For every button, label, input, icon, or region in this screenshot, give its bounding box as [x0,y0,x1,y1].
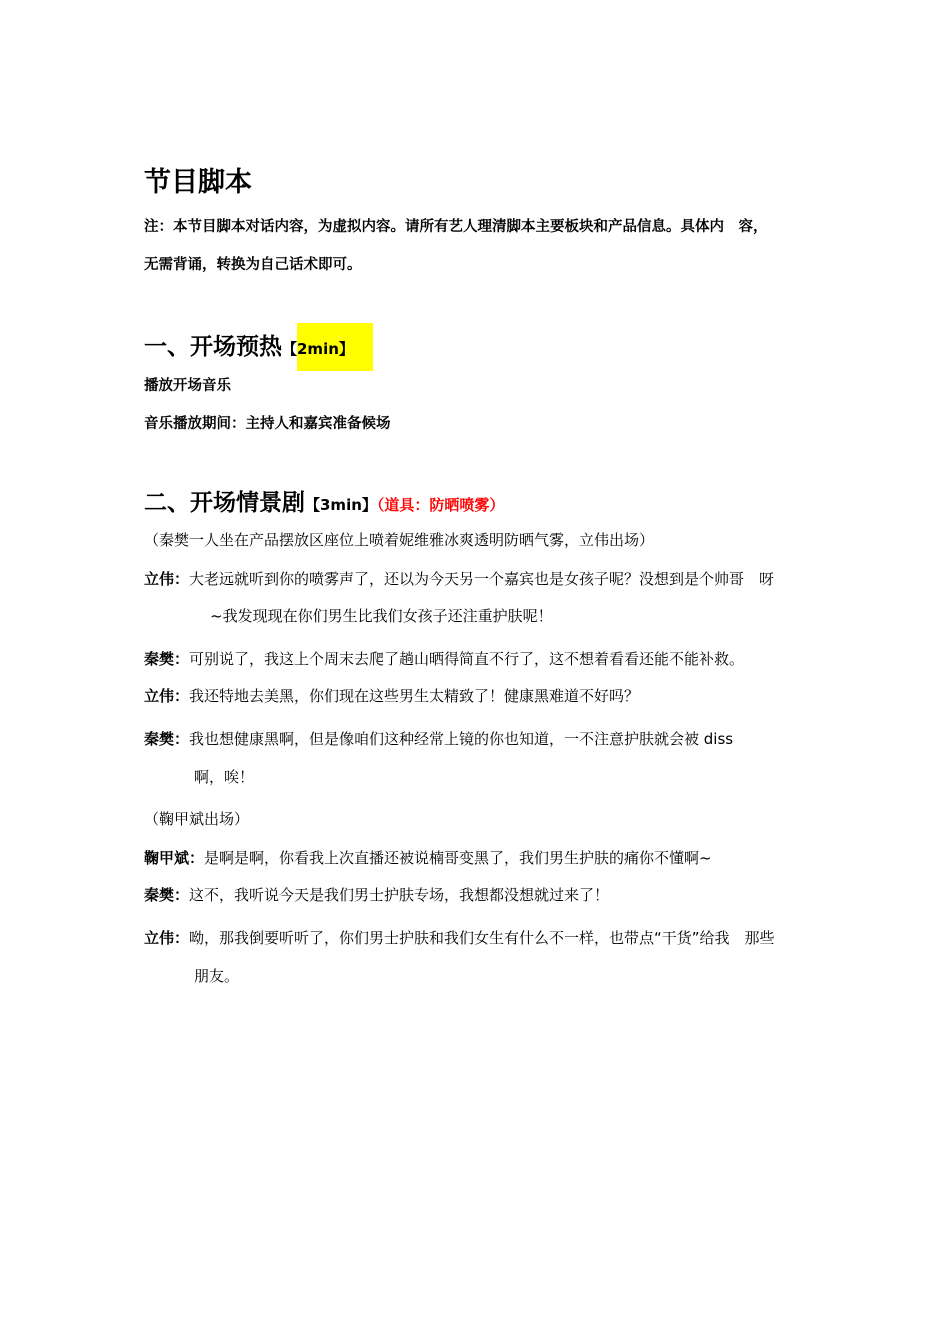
dialogue-text: 可别说了，我这上个周末去爬了趟山晒得简直不行了，这不想着看看还能不能补救。 [189,650,745,668]
dialogue-line [144,847,712,868]
speaker: 鞠甲斌： [144,849,205,867]
dialogue-text: 我也想健康黑啊，但是像咱们这种经常上镜的你也知道，一不注意护肤就会被 diss [189,730,734,748]
section1-line-2: 音乐播放期间：主持人和嘉宾准备候场 [144,416,391,432]
dialogue-line [144,568,774,589]
section1-duration: 【2min】 [282,340,354,358]
speaker: 秦樊： [144,650,190,668]
section1-line-1: 播放开场音乐 [144,378,231,394]
dialogue-continuation: 啊，唉！ [194,768,255,786]
dialogue-continuation: 朋友。 [194,967,240,985]
stage-direction-1: （秦樊一人坐在产品摆放区座位上喷着妮维雅冰爽透明防晒气雾，立伟出场） [144,531,655,549]
dialogue-continuation: ~我发现现在你们男生比我们女孩子还注重护肤呢！ [210,607,553,625]
dialogue-text: 呦，那我倒要听听了，你们男士护肤和我们女生有什么不一样，也带点“干货”给我 那些 [189,929,775,947]
section2-title: 二、开场情景剧 [144,490,305,516]
note-line-2: 无需背诵，转换为自己话术即可。 [144,257,362,273]
speaker: 秦樊： [144,730,190,748]
dialogue-line [144,884,609,905]
dialogue-line [144,728,733,749]
dialogue-text: 是啊是啊，你看我上次直播还被说楠哥变黑了，我们男生护肤的痛你不懂啊~ [204,849,712,867]
stage-direction-2: （鞠甲斌出场） [144,810,250,828]
speaker: 立伟： [144,687,190,705]
speaker: 立伟： [144,570,190,588]
dialogue-text: 大老远就听到你的喷雾声了，还以为今天另一个嘉宾也是女孩子呢？没想到是个帅哥 呀 [189,570,775,588]
dialogue-text: 这不，我听说今天是我们男士护肤专场，我想都没想就过来了！ [189,886,610,904]
dialogue-text: 我还特地去美黑，你们现在这些男生太精致了！健康黑难道不好吗？ [189,687,640,705]
section1-heading [144,328,354,361]
note-line-1: 注：本节目脚本对话内容，为虚拟内容。请所有艺人理清脚本主要板块和产品信息。具体内 容， [144,219,768,235]
speaker: 秦樊： [144,886,190,904]
section2-prop: （道具：防晒喷雾） [376,496,505,514]
dialogue-line [144,685,639,706]
dialogue-line [144,648,744,669]
section1-title: 一、开场预热 [144,334,282,360]
section2-duration: 【3min】 [305,496,377,514]
page-title: 节目脚本 [144,167,252,198]
section2-heading [144,484,504,517]
speaker: 立伟： [144,929,190,947]
dialogue-line [144,927,775,948]
